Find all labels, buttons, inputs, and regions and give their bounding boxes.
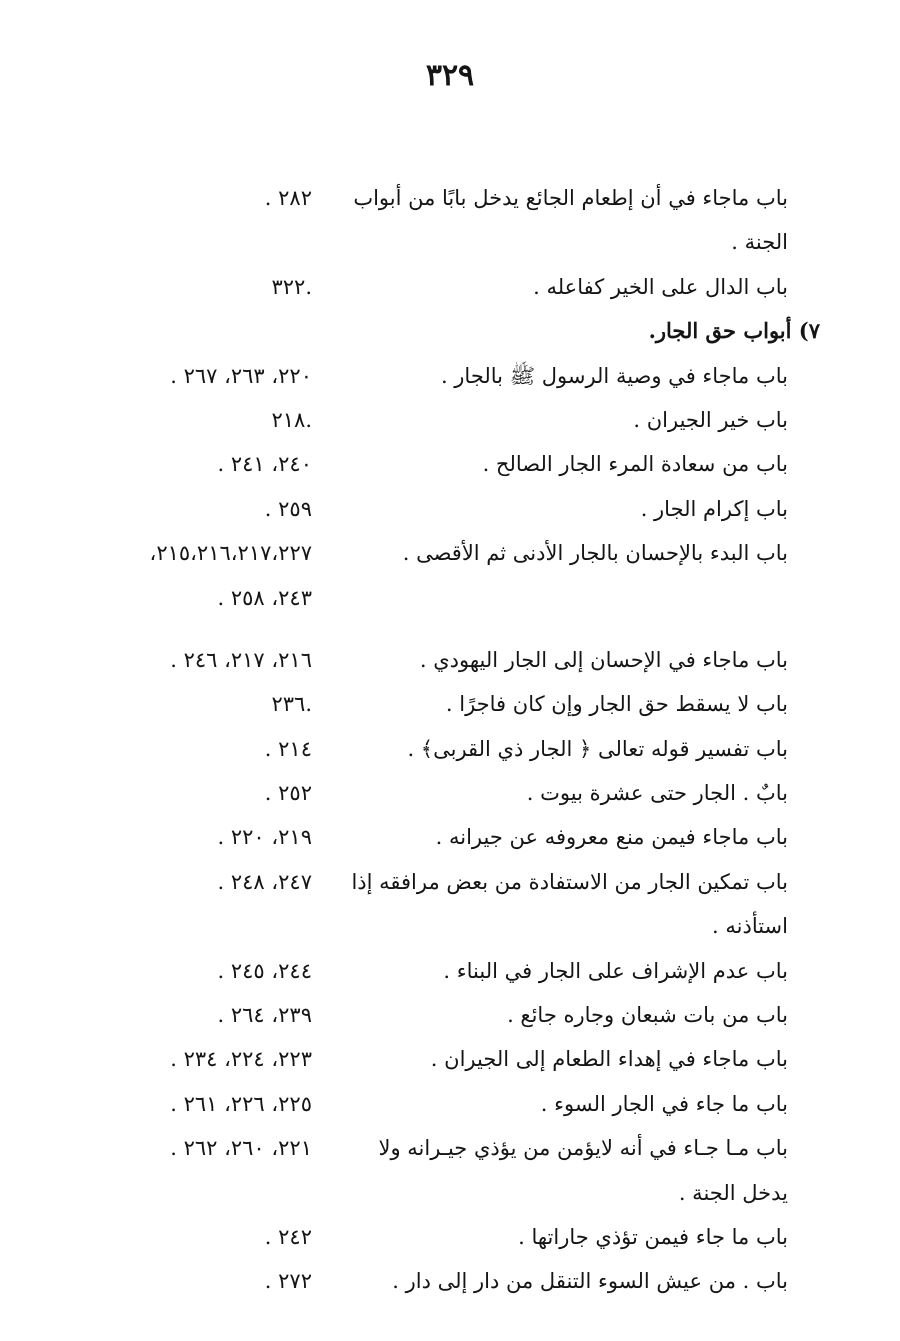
entry-title: باب لا يسقط حق الجار وإن كان فاجرًا . (445, 692, 788, 717)
entry-title: باب ماجاء في أن إطعام الجائع يدخل بابًا من أبواب (353, 186, 788, 210)
entry-pages: .٣٢٢ (271, 274, 312, 299)
entry-title: باب . من عيش السوء التنقل من دار إلى دار . (392, 1269, 788, 1294)
entry-title: باب ما جاء فيمن تؤذي جاراتها . (518, 1224, 788, 1249)
entry-pages: ٢٧٢ . (264, 1269, 312, 1294)
entry-pages: ٢١٩، ٢٢٠ . (217, 825, 312, 850)
entry-title: باب من بات شبعان وجاره جائع . (507, 1003, 788, 1028)
entry-continuation (8, 904, 788, 948)
index-entry (8, 727, 788, 771)
entry-title: باب ماجاء فيمن منع معروفه عن جيرانه . (435, 825, 788, 850)
index-entry (8, 354, 788, 398)
index-entry (8, 1215, 788, 1259)
entry-title: باب الدال على الخير كفاعله . (533, 274, 788, 299)
index-entry (8, 398, 788, 442)
index-entry (8, 487, 788, 531)
index-entry (8, 638, 788, 682)
index-entry (8, 949, 788, 993)
entry-pages: ٢٢١، ٢٦٠، ٢٦٢ . (170, 1136, 312, 1161)
index-entry (8, 771, 788, 815)
entry-title: يدخل الجنة . (678, 1180, 788, 1205)
entry-pages: .٢١٨ (271, 407, 312, 432)
entry-pages: ٢٣٩، ٢٦٤ . (217, 1003, 312, 1028)
entry-pages: ٢٤٣، ٢٥٨ . (217, 585, 312, 610)
entry-title: باب خير الجيران . (633, 407, 788, 432)
entry-title: بابٌ . الجار حتى عشرة بيوت . (526, 781, 788, 806)
entry-title: باب من سعادة المرء الجار الصالح . (482, 452, 788, 477)
entry-pages: ٢٢٣، ٢٢٤، ٢٣٤ . (170, 1047, 312, 1072)
index-entry (8, 993, 788, 1037)
entry-title: باب تفسير قوله تعالى ﴿ الجار ذي القربى﴾ . (407, 736, 788, 761)
entry-pages: ٢١٦، ٢١٧، ٢٤٦ . (170, 647, 312, 672)
page-number: ٣٢٩ (425, 58, 475, 93)
entry-title: باب ماجاء في إهداء الطعام إلى الجيران . (430, 1047, 788, 1072)
entry-pages: ٢٤٤، ٢٤٥ . (217, 958, 312, 983)
entry-title: استأذنه . (712, 914, 788, 939)
entry-pages: ٢٤٠، ٢٤١ . (217, 452, 312, 477)
entry-pages: ٢٥٩ . (264, 496, 312, 521)
index-entry (8, 531, 788, 575)
entry-pages: ٢٥٢ . (264, 781, 312, 806)
spacer (8, 620, 788, 638)
index-entry (8, 860, 788, 904)
entry-title: باب البدء بالإحسان بالجار الأدنى ثم الأقصى . (402, 541, 788, 566)
index-entry (8, 1082, 788, 1126)
entry-pages: ٢٤٢ . (264, 1224, 312, 1249)
index-entries (8, 176, 820, 1304)
index-entry (8, 682, 788, 726)
entry-title: باب إكرام الجار . (640, 496, 788, 521)
entry-pages: .٢٣٦ (271, 692, 312, 717)
entry-title: باب ماجاء في الإحسان إلى الجار اليهودي . (419, 647, 788, 672)
index-entry (8, 442, 788, 486)
entry-pages: ٢٨٢ . (264, 186, 312, 210)
entry-title: ٧) أبواب حق الجار. (648, 318, 820, 344)
entry-pages: ٢٤٧، ٢٤٨ . (217, 869, 312, 894)
index-entry (8, 265, 788, 309)
entry-title: باب ما جاء في الجار السوء . (540, 1091, 788, 1116)
entry-pages: ٢١٤ . (264, 736, 312, 761)
entry-pages: ٢٢٠، ٢٦٣، ٢٦٧ . (170, 363, 312, 388)
entry-title: باب مـا جـاء في أنه لايؤمن من يؤذي جيـرانه ولا (378, 1136, 788, 1161)
index-entry (8, 1126, 788, 1170)
entry-title: باب عدم الإشراف على الجار في البناء . (443, 958, 788, 983)
entry-continuation (8, 1171, 788, 1215)
index-entry (8, 1259, 788, 1303)
entry-pages: ٢٢٥، ٢٢٦، ٢٦١ . (170, 1091, 312, 1116)
section-heading (8, 309, 820, 353)
entry-title: باب ماجاء في وصية الرسول ﷺ بالجار . (440, 363, 788, 388)
index-entry (8, 1037, 788, 1081)
entry-pages: ٢١٥،٢١٦،٢١٧،٢٢٧، (149, 541, 312, 566)
entry-continuation (8, 576, 788, 620)
entry-continuation (8, 220, 788, 264)
index-entry (8, 815, 788, 859)
entry-title: باب تمكين الجار من الاستفادة من بعض مرافقه إذا (351, 869, 788, 894)
entry-title: الجنة . (731, 230, 788, 255)
index-entry (8, 176, 788, 220)
